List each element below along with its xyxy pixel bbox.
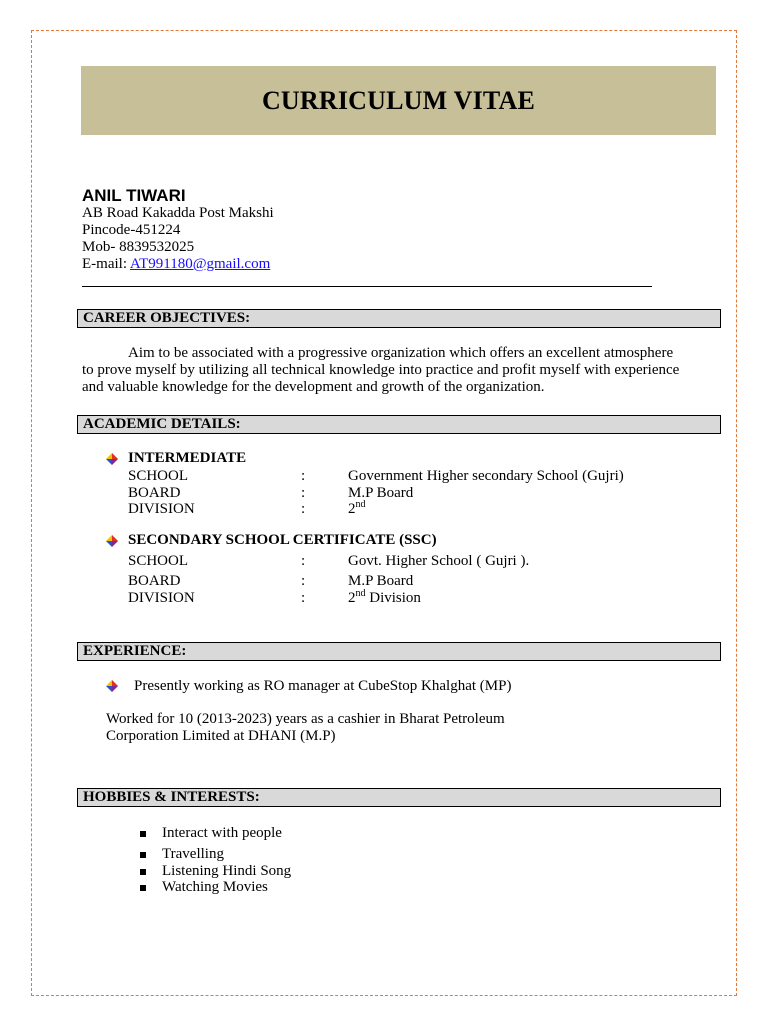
square-bullet-icon xyxy=(140,885,146,891)
career-line-3: and valuable knowledge for the development and growth of the organization. xyxy=(82,379,545,395)
square-bullet-icon xyxy=(140,852,146,858)
email-label: E-mail: xyxy=(82,256,130,272)
section-hobbies: HOBBIES & INTERESTS: xyxy=(77,788,721,807)
ssc-school-row: SCHOOL : Govt. Higher School ( Gujri ). xyxy=(128,553,530,569)
email-line xyxy=(82,256,270,273)
address-line: AB Road Kakadda Post Makshi xyxy=(82,205,274,221)
email-link[interactable]: AT991180@gmail.com xyxy=(129,256,271,272)
intermediate-heading: INTERMEDIATE xyxy=(128,450,247,466)
colored-diamond-bullet-icon xyxy=(106,680,118,692)
ssc-board-row: BOARD : M.P Board xyxy=(128,573,414,589)
section-career-objectives: CAREER OBJECTIVES: xyxy=(77,309,721,328)
section-academic-details: ACADEMIC DETAILS: xyxy=(77,415,721,434)
title-banner xyxy=(81,66,716,135)
colored-diamond-bullet-icon xyxy=(106,453,118,465)
past-job xyxy=(106,711,505,745)
mobile-line: Mob- 8839532025 xyxy=(82,239,195,255)
intermediate-board-row: BOARD : M.P Board xyxy=(128,485,414,501)
colored-diamond-bullet-icon xyxy=(106,535,118,547)
square-bullet-icon xyxy=(140,831,146,837)
career-line-2: to prove myself by utilizing all technical knowledge into practice and profit myself with experience xyxy=(82,362,680,378)
section-experience: EXPERIENCE: xyxy=(77,642,721,661)
header-divider xyxy=(82,286,652,287)
ssc-heading: SECONDARY SCHOOL CERTIFICATE (SSC) xyxy=(128,532,437,548)
ssc-division-row: DIVISION : 2nd Division xyxy=(128,588,421,606)
intermediate-school-row: SCHOOL : Government Higher secondary School (Gujri) xyxy=(128,468,624,484)
current-job: Presently working as RO manager at CubeStop Khalghat (MP) xyxy=(134,678,512,694)
candidate-name: ANIL TIWARI xyxy=(82,186,186,205)
career-objective-text xyxy=(82,345,702,396)
page-title: CURRICULUM VITAE xyxy=(261,85,536,115)
intermediate-division-row: DIVISION : 2nd xyxy=(128,499,366,517)
past-job-line-2: Corporation Limited at DHANI (M.P) xyxy=(106,728,336,744)
pincode-line: Pincode-451224 xyxy=(82,222,181,238)
square-bullet-icon xyxy=(140,869,146,875)
career-line-1: Aim to be associated with a progressive organization which offers an excellent atmosphere xyxy=(128,345,674,361)
past-job-line-1: Worked for 10 (2013-2023) years as a cashier in Bharat Petroleum xyxy=(106,711,505,727)
